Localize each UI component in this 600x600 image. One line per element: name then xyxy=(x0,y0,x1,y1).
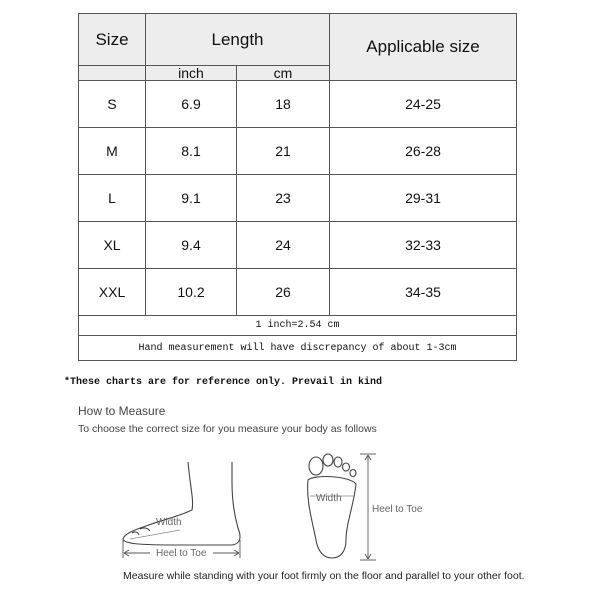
measure-instruction: Measure while standing with your foot firmly on the floor and parallel to your other foot. xyxy=(123,570,525,582)
cell-inch: 6.9 xyxy=(146,81,237,128)
header-unit-cm: cm xyxy=(237,66,330,81)
side-length-label: Heel to Toe xyxy=(156,548,207,559)
cell-cm: 24 xyxy=(237,222,330,269)
header-unit-inch: inch xyxy=(146,66,237,81)
cell-applicable: 32-33 xyxy=(330,222,517,269)
how-to-measure-title: How to Measure xyxy=(78,404,166,418)
reference-note: *These charts are for reference only. Prevail in kind xyxy=(64,377,383,388)
side-foot-illustration xyxy=(123,462,240,545)
cell-applicable: 29-31 xyxy=(330,175,517,222)
side-width-label: Width xyxy=(156,517,182,528)
cell-applicable: 24-25 xyxy=(330,81,517,128)
sole-width-label: Width xyxy=(316,493,342,504)
cell-inch: 9.4 xyxy=(146,222,237,269)
conversion-note: 1 inch=2.54 cm xyxy=(79,316,517,336)
cell-cm: 26 xyxy=(237,269,330,316)
cell-applicable: 26-28 xyxy=(330,128,517,175)
size-table xyxy=(78,13,517,361)
side-width-line xyxy=(130,530,180,539)
cell-size: L xyxy=(79,175,146,222)
cell-cm: 18 xyxy=(237,81,330,128)
table-row xyxy=(79,175,517,222)
header-applicable-size: Applicable size xyxy=(330,14,517,81)
how-to-measure-subtitle: To choose the correct size for you measure your body as follows xyxy=(78,423,377,435)
cell-inch: 8.1 xyxy=(146,128,237,175)
cell-size: XXL xyxy=(79,269,146,316)
header-size-blank xyxy=(79,66,146,81)
cell-inch: 10.2 xyxy=(146,269,237,316)
cell-size: S xyxy=(79,81,146,128)
table-row xyxy=(79,81,517,128)
sole-foot-illustration xyxy=(308,454,356,558)
table-row xyxy=(79,222,517,269)
sole-length-label: Heel to Toe xyxy=(372,504,423,515)
discrepancy-note: Hand measurement will have discrepancy of about 1-3cm xyxy=(79,336,517,361)
cell-inch: 9.1 xyxy=(146,175,237,222)
cell-cm: 21 xyxy=(237,128,330,175)
table-row xyxy=(79,128,517,175)
header-size: Size xyxy=(79,14,146,66)
header-length: Length xyxy=(146,14,330,66)
cell-size: XL xyxy=(79,222,146,269)
table-row xyxy=(79,269,517,316)
cell-cm: 23 xyxy=(237,175,330,222)
cell-size: M xyxy=(79,128,146,175)
cell-applicable: 34-35 xyxy=(330,269,517,316)
foot-measurement-illustration xyxy=(110,440,430,570)
